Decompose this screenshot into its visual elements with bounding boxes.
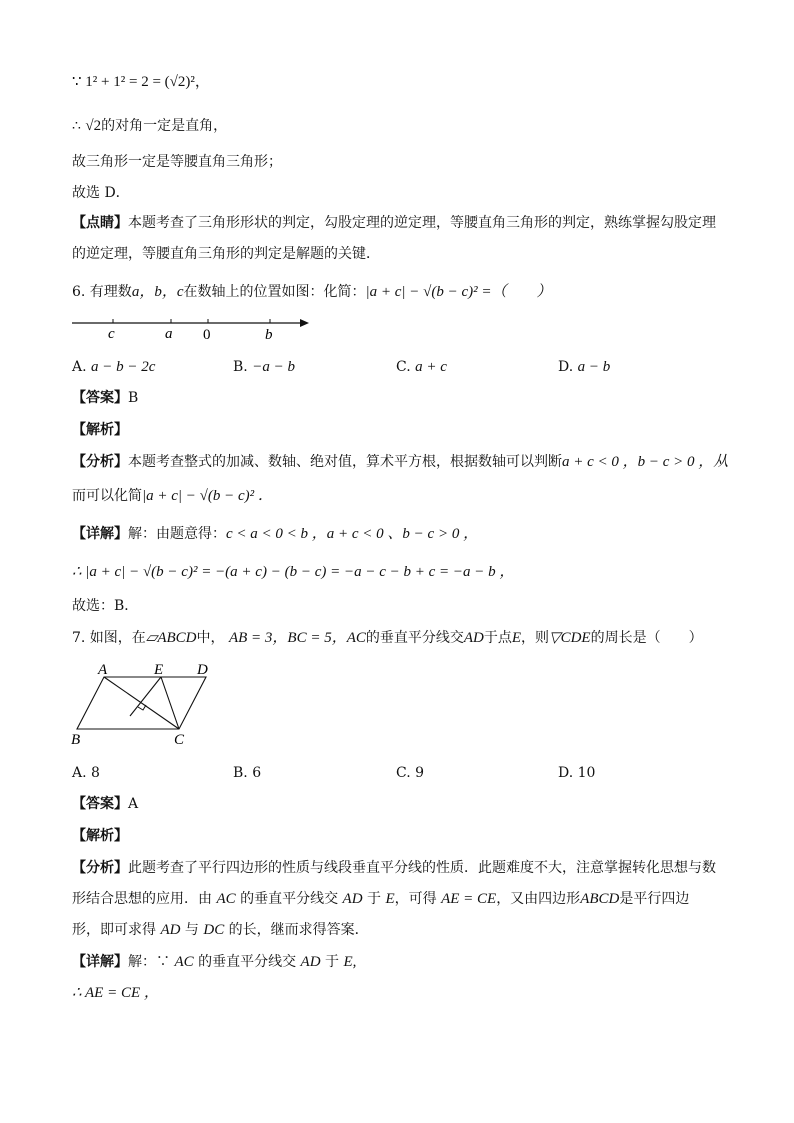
fenxi-2k: 是平行四边 — [619, 891, 690, 907]
option-key: A. — [72, 359, 87, 375]
fenxi-2f: E — [385, 891, 395, 907]
fenxi-3a: 形，即可求得 — [72, 922, 156, 938]
therefore-symbol: ∴ — [72, 118, 81, 134]
fenxi-text-1: 此题考查了平行四边形的性质与线段垂直平分线的性质．此题难度不大，注意掌握转化思想与数 — [128, 860, 716, 876]
q7-stem-e: ，则 — [521, 630, 550, 646]
option-key: D. — [558, 765, 574, 781]
fenxi-2a: 形结合思想的应用．由 — [72, 891, 212, 907]
q6-fenxi-2 — [72, 486, 273, 506]
detail-1e: 于 — [324, 954, 339, 970]
fenxi-2g: ，可得 — [394, 891, 437, 907]
fenxi-text-1: 本题考查整式的加减、数轴、绝对值，算术平方根，根据数轴可以判断 — [128, 454, 562, 470]
detail-1b: AC — [174, 954, 194, 970]
fenxi-math-2: |a + c| − √(b − c)² ． — [142, 488, 273, 504]
label-a: A — [98, 662, 108, 678]
detail-1f: E, — [343, 954, 357, 970]
q7-detail-1 — [72, 952, 356, 972]
q7-stem-math1: ▱ABCD — [145, 630, 197, 646]
detail-math-1: c < a < 0 < b ，a + c < 0 、b − c > 0 ， — [226, 526, 479, 542]
q7-stem-f: 的周长是（ ） — [590, 630, 703, 646]
q7-option-c[interactable] — [396, 763, 424, 783]
note-tag: 【点睛】 — [72, 215, 128, 231]
q7-stem-c: 的垂直平分线交 — [365, 630, 464, 646]
option-key: B. — [233, 359, 248, 375]
fenxi-2b: AC — [216, 891, 236, 907]
option-key: C. — [396, 765, 411, 781]
number-line-figure — [68, 306, 318, 346]
fenxi-2j: ABCD — [580, 891, 620, 907]
option-text: 8 — [91, 765, 100, 781]
q7-option-d[interactable] — [558, 763, 595, 783]
option-text: a − b − 2c — [91, 359, 156, 375]
fenxi-3b: AD — [160, 922, 181, 938]
segment-ec — [161, 677, 179, 729]
fenxi-3c: 与 — [184, 922, 199, 938]
fenxi-2c: 的垂直平分线交 — [240, 891, 339, 907]
proof-line-2 — [72, 116, 227, 136]
q6-stem-a: 6. 有理数 — [72, 284, 132, 300]
q7-stem — [72, 628, 703, 648]
label-d: D — [197, 662, 208, 678]
proof-line-1: ∵ 1² + 1² = 2 = (√2)²， — [72, 74, 210, 90]
detail-tag: 【详解】 — [72, 954, 128, 970]
option-text: −a − b — [252, 359, 295, 375]
proof-line-2-text: 的对角一定是直角， — [101, 118, 228, 134]
q6-detail-2: ∴ |a + c| − √(b − c)² = −(a + c) − (b − c) = −a − c − b + c = −a − b ， — [72, 564, 515, 580]
answer-value: B — [128, 390, 139, 406]
q7-stem-math2: AB = 3，BC = 5，AC — [228, 630, 366, 646]
q7-stem-d: 于点 — [483, 630, 512, 646]
q6-stem — [72, 282, 552, 302]
q6-option-d[interactable] — [558, 357, 610, 377]
fenxi-tag: 【分析】 — [72, 454, 128, 470]
option-key: C. — [396, 359, 411, 375]
axis-label-zero: 0 — [203, 327, 211, 343]
q6-analysis-tag: 【解析】 — [72, 422, 128, 438]
q6-option-a[interactable] — [72, 357, 155, 377]
q7-fenxi-1 — [72, 858, 716, 878]
q6-fenxi-1 — [72, 452, 728, 472]
axis-label-a: a — [165, 326, 173, 342]
axis-label-b: b — [265, 327, 273, 343]
fenxi-2i: ，又由四边形 — [496, 891, 581, 907]
detail-tag: 【详解】 — [72, 526, 128, 542]
q6-stem-vars: a，b，c — [131, 284, 184, 300]
detail-1c: 的垂直平分线交 — [198, 954, 297, 970]
option-key: D. — [558, 359, 574, 375]
answer-tag: 【答案】 — [72, 390, 128, 406]
diagonal-ac — [104, 677, 179, 729]
fenxi-tag: 【分析】 — [72, 860, 128, 876]
fenxi-2e: 于 — [366, 891, 381, 907]
q6-conclusion: 故选：B． — [72, 598, 139, 614]
fenxi-2h: AE = CE — [441, 891, 497, 907]
q7-answer — [72, 794, 138, 814]
label-b: B — [71, 732, 81, 748]
option-key: B. — [233, 765, 248, 781]
fenxi-3d: DC — [203, 922, 225, 938]
option-text: a + c — [415, 359, 447, 375]
q6-detail-1 — [72, 524, 478, 544]
q7-analysis-tag: 【解析】 — [72, 828, 128, 844]
q7-detail-2: ∴ AE = CE ， — [72, 985, 159, 1001]
sqrt-two: √2 — [85, 118, 102, 134]
q7-fenxi-2 — [72, 889, 689, 909]
option-key: A. — [72, 765, 87, 781]
q7-stem-math4: E — [511, 630, 522, 646]
note-line-1 — [72, 213, 716, 233]
parallelogram-figure — [68, 660, 228, 750]
proof-line-3: 故三角形一定是等腰直角三角形； — [72, 154, 282, 170]
option-text: a − b — [577, 359, 611, 375]
option-text: 9 — [415, 765, 425, 781]
fenxi-3e: 的长，继而求得答案． — [228, 922, 369, 938]
note-line-2: 的逆定理，等腰直角三角形的判定是解题的关键． — [72, 246, 380, 262]
option-text: 10 — [577, 765, 596, 781]
q7-fenxi-3 — [72, 920, 369, 940]
q6-option-c[interactable] — [396, 357, 447, 377]
q7-option-b[interactable] — [233, 763, 261, 783]
answer-tag: 【答案】 — [72, 796, 128, 812]
fenxi-text-2: 而可以化简 — [72, 488, 142, 504]
q7-option-a[interactable] — [72, 763, 100, 783]
proof-line-4: 故选 D． — [72, 185, 130, 201]
q7-stem-a: 7. 如图，在 — [72, 630, 146, 646]
label-e: E — [154, 662, 164, 678]
detail-1d: AD — [300, 954, 321, 970]
q7-stem-math5: ▽CDE — [549, 630, 591, 646]
q7-stem-math3: AD — [463, 630, 484, 646]
number-line-arrow — [300, 319, 309, 327]
q6-stem-expr: |a + c| − √(b − c)² =（ ） — [365, 284, 552, 300]
q6-option-b[interactable] — [233, 357, 295, 377]
q6-answer — [72, 388, 138, 408]
q6-stem-b: 在数轴上的位置如图：化简： — [183, 284, 366, 300]
perpendicular-bisector — [130, 677, 161, 716]
q7-stem-b: 中， — [196, 630, 225, 646]
label-c: C — [174, 732, 185, 748]
note-text-1: 本题考查了三角形形状的判定，勾股定理的逆定理，等腰直角三角形的判定，熟练掌握勾股定理 — [128, 215, 716, 231]
answer-value: A — [128, 796, 139, 812]
detail-1a: 解：∵ — [128, 954, 170, 970]
detail-text-1: 解：由题意得： — [128, 526, 226, 542]
option-text: 6 — [252, 765, 262, 781]
fenxi-2d: AD — [342, 891, 363, 907]
axis-label-c: c — [108, 326, 115, 342]
fenxi-math-1: a + c < 0 ，b − c > 0 ，从 — [562, 454, 729, 470]
